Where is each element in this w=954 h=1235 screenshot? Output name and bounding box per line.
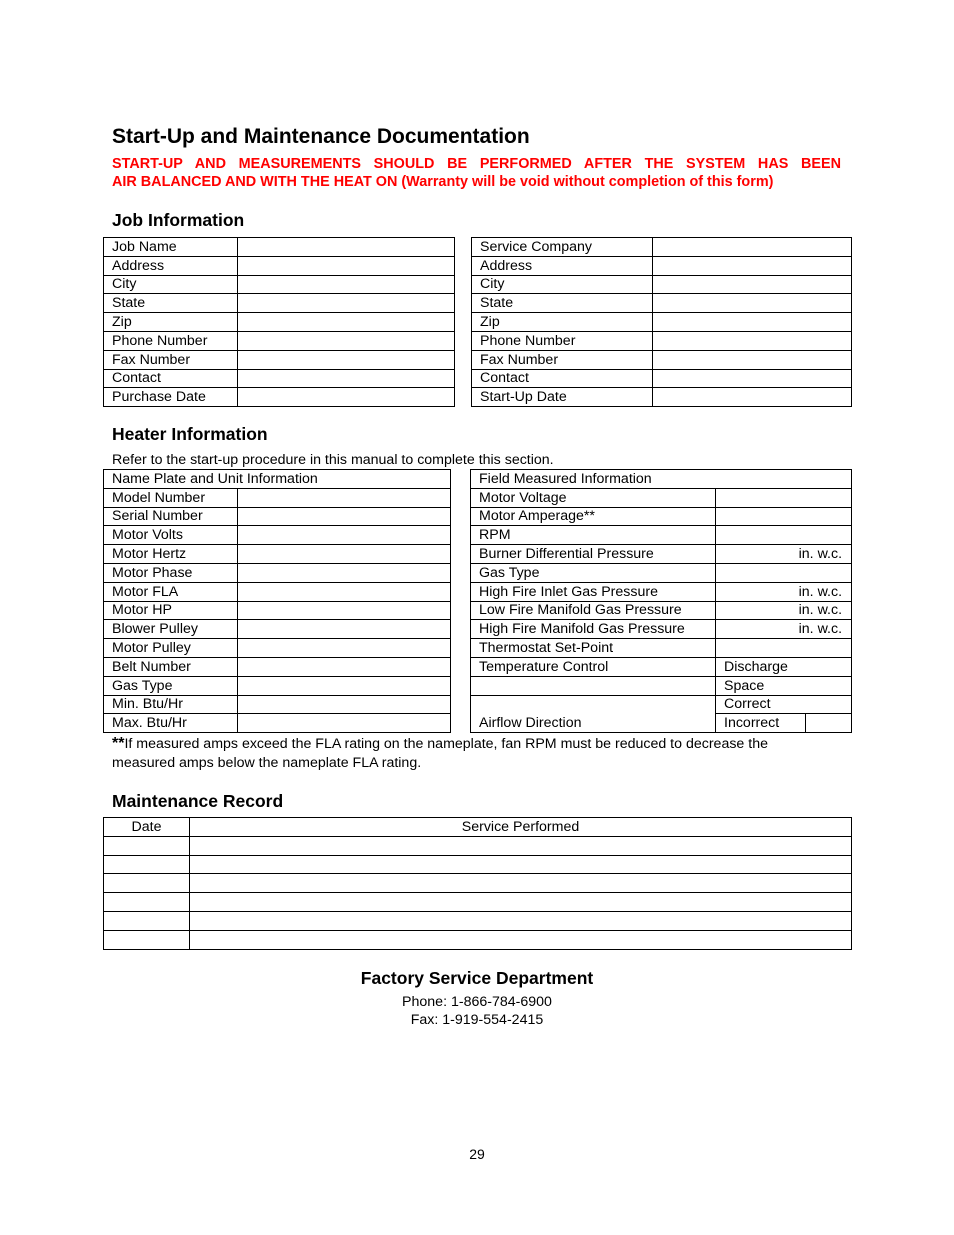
maintenance-service-field[interactable]: [190, 930, 852, 949]
table-row: [104, 350, 455, 369]
field-measured-label: Thermostat Set-Point: [471, 639, 716, 658]
field-measured-label: Gas Type: [471, 563, 716, 582]
table-row: [471, 507, 852, 526]
job-left-label: Phone Number: [104, 331, 238, 350]
table-row: [104, 893, 852, 912]
amperage-note-line-2: measured amps below the nameplate FLA rating.: [112, 755, 422, 771]
table-row: [471, 526, 852, 545]
job-right-label: Fax Number: [472, 350, 653, 369]
airflow-direction-label: Airflow Direction: [471, 695, 716, 733]
table-row: [471, 676, 852, 695]
nameplate-value-field[interactable]: [238, 601, 451, 620]
job-right-value-field[interactable]: [653, 275, 852, 294]
job-left-value-field[interactable]: [238, 350, 455, 369]
job-info-table-left: [103, 237, 455, 407]
table-row: [471, 639, 852, 658]
maintenance-service-field[interactable]: [190, 855, 852, 874]
job-left-label: Address: [104, 256, 238, 275]
field-measured-header: Field Measured Information: [471, 470, 852, 489]
table-row: [104, 695, 451, 714]
table-row: [471, 488, 852, 507]
nameplate-value-field[interactable]: [238, 488, 451, 507]
job-right-label: City: [472, 275, 653, 294]
maintenance-col-date: Date: [104, 818, 190, 837]
temperature-option-space[interactable]: Space: [716, 676, 852, 695]
maintenance-date-field[interactable]: [104, 836, 190, 855]
job-right-label: Contact: [472, 369, 653, 388]
table-row: [471, 695, 852, 714]
job-left-value-field[interactable]: [238, 238, 455, 257]
table-row: [104, 238, 455, 257]
warning-line-2: AIR BALANCED AND WITH THE HEAT ON (Warranty will be void without completion of this form): [112, 174, 774, 190]
nameplate-label: Motor Pulley: [104, 639, 238, 658]
nameplate-label: Motor HP: [104, 601, 238, 620]
table-row: [471, 563, 852, 582]
job-left-label: Job Name: [104, 238, 238, 257]
table-row: [104, 676, 451, 695]
airflow-incorrect-checkbox[interactable]: [806, 714, 852, 733]
job-left-value-field[interactable]: [238, 388, 455, 407]
table-row: [471, 582, 852, 601]
job-right-label: Start-Up Date: [472, 388, 653, 407]
nameplate-value-field[interactable]: [238, 657, 451, 676]
field-measured-value-field[interactable]: in. w.c.: [716, 620, 852, 639]
maintenance-date-field[interactable]: [104, 855, 190, 874]
table-row: [104, 620, 451, 639]
table-row: [104, 294, 455, 313]
maintenance-date-field[interactable]: [104, 874, 190, 893]
nameplate-label: Model Number: [104, 488, 238, 507]
job-left-label: Zip: [104, 313, 238, 332]
job-right-label: Zip: [472, 313, 653, 332]
warning-line-1: START-UP AND MEASUREMENTS SHOULD BE PERFORMED AFTER THE SYSTEM HAS BEEN: [112, 156, 841, 172]
job-right-value-field[interactable]: [653, 256, 852, 275]
nameplate-label: Motor Phase: [104, 563, 238, 582]
nameplate-value-field[interactable]: [238, 714, 451, 733]
job-left-label: Contact: [104, 369, 238, 388]
table-row: [104, 275, 455, 294]
job-left-value-field[interactable]: [238, 275, 455, 294]
field-measured-label: Motor Amperage**: [471, 507, 716, 526]
table-row: [104, 526, 451, 545]
job-info-table-right: [471, 237, 852, 407]
nameplate-label: Serial Number: [104, 507, 238, 526]
note-marker: **: [112, 735, 125, 752]
table-row: [104, 369, 455, 388]
field-measured-label: High Fire Manifold Gas Pressure: [471, 620, 716, 639]
nameplate-value-field[interactable]: [238, 507, 451, 526]
nameplate-label: Blower Pulley: [104, 620, 238, 639]
airflow-option-incorrect[interactable]: Incorrect: [716, 714, 806, 733]
nameplate-value-field[interactable]: [238, 545, 451, 564]
field-measured-label: RPM: [471, 526, 716, 545]
table-row: [472, 350, 852, 369]
field-measured-table: [470, 469, 852, 733]
nameplate-info-table: [103, 469, 451, 733]
field-measured-value-field[interactable]: [716, 526, 852, 545]
airflow-option-correct[interactable]: Correct: [716, 695, 852, 714]
field-measured-label: Motor Voltage: [471, 488, 716, 507]
factory-fax: Fax: 1-919-554-2415: [410, 1012, 544, 1028]
nameplate-value-field[interactable]: [238, 639, 451, 658]
table-row: [472, 256, 852, 275]
table-row: [104, 313, 455, 332]
table-row: [472, 369, 852, 388]
table-row: [471, 657, 852, 676]
nameplate-value-field[interactable]: [238, 582, 451, 601]
maintenance-date-field[interactable]: [104, 911, 190, 930]
temperature-control-label: Temperature Control: [471, 657, 716, 676]
nameplate-value-field[interactable]: [238, 695, 451, 714]
table-row: [104, 388, 455, 407]
field-measured-label: High Fire Inlet Gas Pressure: [471, 582, 716, 601]
table-row: [104, 818, 852, 837]
maintenance-col-service: Service Performed: [190, 818, 852, 837]
table-row: [471, 470, 852, 489]
table-row: [472, 238, 852, 257]
job-information-heading: Job Information: [112, 210, 245, 230]
amperage-note: [112, 735, 841, 753]
job-left-label: Fax Number: [104, 350, 238, 369]
job-left-value-field[interactable]: [238, 313, 455, 332]
nameplate-label: Gas Type: [104, 676, 238, 695]
table-row: [104, 874, 852, 893]
table-row: [471, 620, 852, 639]
table-row: [104, 836, 852, 855]
field-measured-value-field[interactable]: [716, 488, 852, 507]
nameplate-label: Min. Btu/Hr: [104, 695, 238, 714]
page-number: 29: [469, 1146, 485, 1162]
table-row: [471, 545, 852, 564]
field-measured-value-field[interactable]: [716, 639, 852, 658]
job-right-value-field[interactable]: [653, 369, 852, 388]
job-right-value-field[interactable]: [653, 388, 852, 407]
table-row: [104, 507, 451, 526]
table-row: [104, 714, 451, 733]
factory-phone: Phone: 1-866-784-6900: [402, 994, 552, 1010]
maintenance-service-field[interactable]: [190, 911, 852, 930]
job-left-label: Purchase Date: [104, 388, 238, 407]
field-measured-value-field[interactable]: in. w.c.: [716, 545, 852, 564]
table-row: [104, 911, 852, 930]
table-row: [104, 639, 451, 658]
job-left-label: State: [104, 294, 238, 313]
table-row: [104, 470, 451, 489]
job-right-value-field[interactable]: [653, 331, 852, 350]
table-row: [104, 331, 455, 350]
note-line-1: If measured amps exceed the FLA rating on the nameplate, fan RPM must be reduced to decrease the: [124, 736, 768, 752]
field-measured-value-field[interactable]: [716, 507, 852, 526]
table-row: [472, 331, 852, 350]
table-row: [472, 275, 852, 294]
job-left-label: City: [104, 275, 238, 294]
table-row: [104, 582, 451, 601]
maintenance-date-field[interactable]: [104, 930, 190, 949]
table-row: [472, 313, 852, 332]
field-measured-value-field[interactable]: [716, 563, 852, 582]
nameplate-value-field[interactable]: [238, 620, 451, 639]
maintenance-service-field[interactable]: [190, 836, 852, 855]
table-row: [472, 294, 852, 313]
nameplate-value-field[interactable]: [238, 676, 451, 695]
job-left-value-field[interactable]: [238, 331, 455, 350]
heater-information-heading: Heater Information: [112, 424, 268, 444]
nameplate-label: Motor Volts: [104, 526, 238, 545]
table-row: [472, 388, 852, 407]
maintenance-date-field[interactable]: [104, 893, 190, 912]
job-left-value-field[interactable]: [238, 294, 455, 313]
job-right-value-field[interactable]: [653, 350, 852, 369]
nameplate-value-field[interactable]: [238, 526, 451, 545]
job-right-value-field[interactable]: [653, 294, 852, 313]
table-row: [104, 488, 451, 507]
job-right-label: State: [472, 294, 653, 313]
nameplate-label: Motor Hertz: [104, 545, 238, 564]
page-title: Start-Up and Maintenance Documentation: [112, 125, 530, 148]
table-row: [104, 930, 852, 949]
job-right-value-field[interactable]: [653, 313, 852, 332]
heater-intro-text: Refer to the start-up procedure in this manual to complete this section.: [112, 452, 554, 468]
maintenance-record-table: [103, 817, 852, 950]
table-row: [471, 601, 852, 620]
maintenance-service-field[interactable]: [190, 893, 852, 912]
job-right-label: Phone Number: [472, 331, 653, 350]
factory-service-title: Factory Service Department: [360, 968, 594, 988]
maintenance-record-heading: Maintenance Record: [112, 791, 284, 811]
maintenance-service-field[interactable]: [190, 874, 852, 893]
job-right-label: Address: [472, 256, 653, 275]
temperature-control-blank: [471, 676, 716, 695]
table-row: [104, 855, 852, 874]
nameplate-label: Motor FLA: [104, 582, 238, 601]
job-left-value-field[interactable]: [238, 369, 455, 388]
nameplate-header: Name Plate and Unit Information: [104, 470, 451, 489]
field-measured-value-field[interactable]: in. w.c.: [716, 601, 852, 620]
job-left-value-field[interactable]: [238, 256, 455, 275]
job-right-value-field[interactable]: [653, 238, 852, 257]
temperature-option-discharge[interactable]: Discharge: [716, 657, 852, 676]
field-measured-value-field[interactable]: in. w.c.: [716, 582, 852, 601]
nameplate-label: Belt Number: [104, 657, 238, 676]
table-row: [104, 657, 451, 676]
field-measured-label: Low Fire Manifold Gas Pressure: [471, 601, 716, 620]
table-row: [104, 563, 451, 582]
table-row: [104, 256, 455, 275]
nameplate-label: Max. Btu/Hr: [104, 714, 238, 733]
nameplate-value-field[interactable]: [238, 563, 451, 582]
field-measured-label: Burner Differential Pressure: [471, 545, 716, 564]
table-row: [104, 601, 451, 620]
job-right-label: Service Company: [472, 238, 653, 257]
table-row: [104, 545, 451, 564]
